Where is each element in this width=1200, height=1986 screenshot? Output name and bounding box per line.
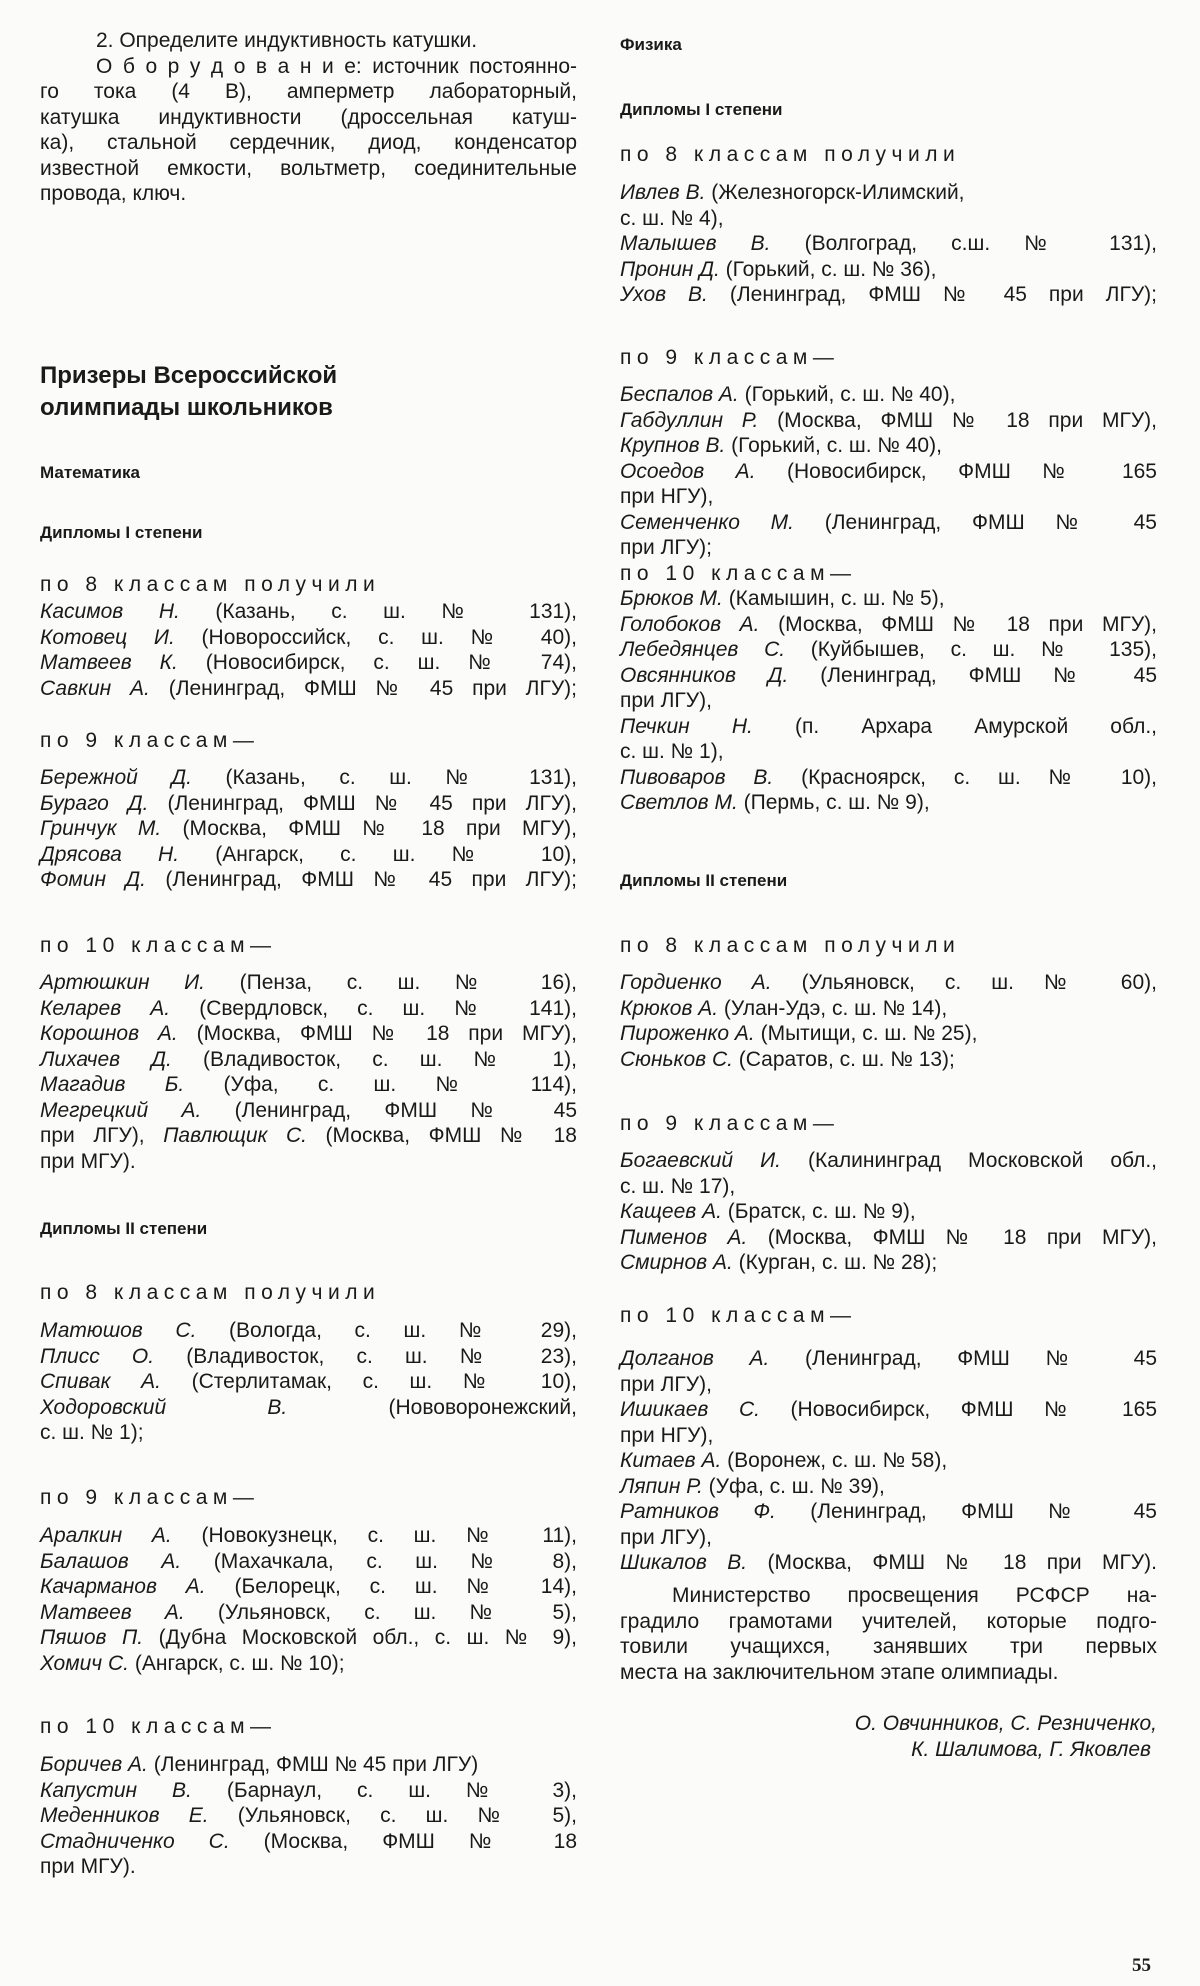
person-name: Аралкин А. (40, 1524, 172, 1547)
person-info: (Ленинград, ФМШ № 45 при ЛГУ), (148, 791, 577, 815)
person-info: (Казань, с. ш. № 131), (191, 766, 577, 789)
person-info: (Горький, с. ш. № 40), (738, 383, 956, 406)
person-info: (Москва, ФМШ № 18 при МГУ), (747, 1225, 1157, 1249)
person-name: Смирнов А. (620, 1251, 733, 1274)
person-info: (Ангарск, с. ш. № 10); (129, 1651, 345, 1675)
authors (620, 1711, 1157, 1762)
person-name: Лебедянцев С. (620, 638, 786, 661)
person-info: (Горький, с. ш. № 36), (719, 257, 937, 281)
list-item (620, 1525, 1157, 1551)
math-d2-g10-label: по 10 классам— (40, 1715, 277, 1738)
list-item (40, 867, 577, 893)
list-item (620, 1148, 1157, 1174)
person-name: Семенченко М. (620, 510, 795, 534)
person-name: Бережной Д. (40, 766, 192, 789)
person-info: (Новосибирск, с. ш. № 74), (177, 651, 577, 674)
math-d1-g10-list (40, 970, 577, 1174)
list-item (40, 1344, 577, 1370)
list-item (40, 1752, 577, 1778)
person-name: Артюшкин И. (40, 971, 206, 994)
person-info: (Владивосток, с. ш. № 1), (171, 1047, 577, 1071)
ministry-line: градило грамотами учителей, которые подго- (620, 1609, 1157, 1633)
authors-line: К. Шалимова, Г. Яковлев (911, 1737, 1151, 1761)
person-info: (Ленинград, ФМШ № 45 (769, 1347, 1157, 1370)
physics-d1-g9-label: по 9 классам— (620, 346, 840, 369)
list-item (40, 1047, 577, 1073)
person-name: Матюшов С. (40, 1319, 197, 1342)
person-info: (Мытищи, с. ш. № 25), (754, 1022, 978, 1045)
person-name: Беспалов А. (620, 383, 739, 406)
page-title-line: олимпиады школьников (40, 394, 333, 421)
person-name: Плисс О. (40, 1344, 155, 1368)
list-item (620, 739, 1157, 765)
person-info: при ЛГУ); (620, 536, 712, 559)
person-name: Пронин Д. (620, 257, 720, 281)
person-info: (Волгоград, с.ш. № 131), (770, 232, 1158, 255)
physics-d2-heading: Дипломы II степени (620, 871, 788, 890)
list-item (620, 1199, 1157, 1225)
math-heading: Математика (40, 463, 140, 482)
list-item (40, 791, 577, 817)
person-name: Касимов Н. (40, 600, 180, 623)
list-item (620, 1423, 1157, 1449)
person-info: (Горький, с. ш. № 40), (725, 434, 942, 457)
math-d1-heading: Дипломы I степени (40, 523, 203, 542)
person-name: Матвеев А. (40, 1600, 185, 1624)
list-item (620, 282, 1157, 308)
list-item (620, 1474, 1157, 1500)
person-name: Богаевский И. (620, 1149, 781, 1172)
person-name: Магадив Б. (40, 1073, 185, 1096)
person-name: Печкин Н. (620, 714, 753, 738)
list-item (620, 612, 1157, 638)
person-name: Овсянников Д. (620, 663, 789, 687)
person-name: Кащеев А. (620, 1200, 722, 1223)
person-info: (Братск, с. ш. № 9), (721, 1200, 916, 1223)
list-item (620, 510, 1157, 536)
person-info: (Москва, ФМШ № 18 при МГУ), (759, 612, 1158, 636)
physics-heading: Физика (620, 35, 682, 54)
list-item (40, 1574, 577, 1600)
person-name: Келарев А. (40, 996, 171, 1020)
person-name: Бураго Д. (40, 791, 149, 815)
physics-d1-g10-list (620, 586, 1157, 816)
person-info: (Пермь, с. ш. № 9), (737, 791, 930, 814)
physics-d2-g8-label: по 8 классам получили (620, 934, 961, 957)
list-item (620, 206, 1157, 232)
person-info: (Дубна Московской обл., с. ш. № 9), (143, 1626, 577, 1649)
person-info: (Железногорск-Илимский, (705, 181, 965, 204)
list-item (620, 257, 1157, 283)
list-item (620, 484, 1157, 510)
ministry-line: товили учащихся, занявших три первых (620, 1635, 1157, 1658)
person-name: Пироженко А. (620, 1022, 755, 1045)
person-info: (Калининград Московской обл., (780, 1149, 1157, 1172)
person-info: (Ленинград, ФМШ № 45 (775, 1500, 1157, 1523)
person-name: Фомин Д. (40, 868, 147, 891)
task-2-block (40, 28, 577, 207)
physics-d2-g10-list (620, 1346, 1157, 1576)
person-name: Матвеев К. (40, 651, 178, 674)
person-info: (Москва, ФМШ № 18 при МГУ), (161, 817, 577, 840)
person-info: (Воронеж, с. ш. № 58), (721, 1449, 948, 1472)
list-item (620, 1346, 1157, 1372)
physics-d2-g9-list (620, 1148, 1157, 1276)
person-name: Пименов А. (620, 1225, 748, 1249)
person-name: Котовец И. (40, 625, 175, 649)
math-d1-g8-list (40, 599, 577, 701)
person-info: (Москва, ФМШ № 18 при МГУ). (747, 1551, 1157, 1574)
person-name: Корошнов А. (40, 1022, 178, 1045)
physics-d2-g10-label: по 10 классам— (620, 1304, 857, 1327)
person-info: (Ангарск, с. ш. № 10), (179, 842, 578, 866)
person-info: при НГУ), (620, 1423, 714, 1447)
list-item (620, 459, 1157, 485)
math-d2-g10-list (40, 1752, 577, 1880)
person-info: (Ленинград, ФМШ № 45 (794, 510, 1157, 534)
person-name: Ишикаев С. (620, 1398, 760, 1421)
list-item (40, 1600, 577, 1626)
person-info: (Белорецк, с. ш. № 14), (205, 1575, 577, 1598)
person-name: Габдуллин Р. (620, 408, 759, 432)
list-item (40, 1778, 577, 1804)
person-info: (Ульяновск, с. ш. № 5), (184, 1600, 578, 1624)
math-d2-g9-label: по 9 классам— (40, 1486, 260, 1509)
list-item (40, 816, 577, 842)
person-name: Меденников Е. (40, 1804, 209, 1827)
list-item (40, 970, 577, 996)
person-info: (Ленинград, ФМШ № 45 (788, 663, 1158, 687)
list-item (40, 599, 577, 625)
person-info: при ЛГУ), (40, 1124, 164, 1147)
person-name: Ляпин Р. (620, 1474, 703, 1498)
person-name: Осоедов А. (620, 459, 756, 483)
list-item (40, 1420, 577, 1446)
person-info: (Ленинград, ФМШ № 45 при ЛГУ); (146, 868, 578, 891)
person-info: (Камышин, с. ш. № 5), (722, 587, 945, 610)
list-item (620, 535, 1157, 561)
page-title-line: Призеры Всероссийской (40, 362, 338, 389)
person-info: (Ульяновск, с. ш. № 5), (208, 1804, 577, 1827)
list-item (620, 1397, 1157, 1423)
task-2-line: катушка индуктивности (дроссельная катуш- (40, 105, 577, 129)
person-info: (Москва, ФМШ № 18 при МГУ), (758, 408, 1157, 432)
math-d2-g9-list (40, 1523, 577, 1676)
person-info: (Новосибирск, ФМШ № 165 (755, 459, 1157, 483)
physics-d1-g9-list (620, 382, 1157, 561)
person-info: (Стерлитамак, с. ш. № 10), (160, 1370, 577, 1393)
person-info: (Уфа, с. ш. № 114), (184, 1073, 577, 1096)
person-name: Капустин В. (40, 1778, 192, 1802)
person-name: Крупнов В. (620, 434, 726, 457)
person-info: (Новокузнецк, с. ш. № 11), (171, 1524, 577, 1547)
list-item (40, 1651, 577, 1677)
person-name: Балашов А. (40, 1549, 182, 1573)
list-item (40, 1072, 577, 1098)
list-item (40, 1803, 577, 1829)
list-item (620, 1550, 1157, 1576)
list-item (620, 1250, 1157, 1276)
person-info: (Москва, ФМШ № 18 (229, 1829, 577, 1853)
person-name: Сюньков С. (620, 1047, 733, 1071)
person-name: Спивак А. (40, 1370, 161, 1393)
list-item (620, 996, 1157, 1022)
task-2-line: го тока (4 В), амперметр лабораторный, (40, 80, 577, 103)
task-2-line: провода, ключ. (40, 182, 187, 205)
list-item (620, 180, 1157, 206)
person-name: Малышев В. (620, 232, 771, 255)
list-item (620, 1448, 1157, 1474)
person-info: (Улан-Удэ, с. ш. № 14), (718, 996, 948, 1020)
math-d1-g8-label: по 8 классам получили (40, 573, 381, 596)
person-info: при ЛГУ), (620, 689, 712, 712)
list-item (620, 382, 1157, 408)
math-d1-g9-label: по 9 классам— (40, 729, 260, 752)
list-item (620, 765, 1157, 791)
list-item (40, 650, 577, 676)
list-item (40, 625, 577, 651)
person-info: (Саратов, с. ш. № 13); (732, 1047, 955, 1071)
person-info: (Барнаул, с. ш. № 3), (191, 1778, 578, 1802)
physics-d1-g10-label: по 10 классам— (620, 562, 857, 585)
person-name: Пяшов П. (40, 1626, 144, 1649)
list-item (40, 1854, 577, 1880)
person-info: (Пенза, с. ш. № 16), (205, 971, 577, 994)
math-d2-heading: Дипломы II степени (40, 1219, 208, 1238)
person-info: с. ш. № 1), (620, 740, 724, 763)
person-info: (Ленинград, ФМШ № 45 при ЛГУ) (147, 1753, 479, 1776)
person-info: (Свердловск, с. ш. № 141), (170, 996, 577, 1020)
physics-d1-heading: Дипломы I степени (620, 100, 783, 119)
person-name: Светлов М. (620, 791, 738, 814)
task-2-line: О б о р у д о в а н и е: источник постоянно- (96, 54, 577, 78)
person-name: Ухов В. (620, 283, 708, 306)
person-name: Павлющик С. (163, 1124, 307, 1147)
list-item (40, 1098, 577, 1124)
list-item (620, 408, 1157, 434)
person-name: Савкин А. (40, 676, 150, 700)
person-name: Боричев А. (40, 1753, 148, 1776)
person-name: Ходоровский В. (40, 1395, 288, 1419)
person-name: Гордиенко А. (620, 971, 772, 994)
physics-d2-g9-label: по 9 классам— (620, 1112, 840, 1135)
list-item (620, 790, 1157, 816)
person-info: (Уфа, с. ш. № 39), (702, 1474, 885, 1498)
person-info: (Москва, ФМШ № 18 при МГУ), (177, 1022, 578, 1045)
person-info: (Ленинград, ФМШ № 45 при ЛГУ); (707, 283, 1157, 306)
list-item (620, 637, 1157, 663)
math-d1-g9-list (40, 765, 577, 893)
person-info: (Махачкала, с. ш. № 8), (181, 1549, 577, 1573)
person-info: (Курган, с. ш. № 28); (732, 1251, 938, 1274)
authors-line: О. Овчинников, С. Резниченко, (854, 1712, 1157, 1735)
person-info: (Владивосток, с. ш. № 23), (154, 1344, 577, 1368)
list-item (40, 1549, 577, 1575)
person-name: Мегрецкий А. (40, 1098, 202, 1122)
list-item (620, 1021, 1157, 1047)
person-info: (Ленинград, ФМШ № 45 при ЛГУ); (149, 676, 578, 700)
list-item (620, 231, 1157, 257)
person-info: при ЛГУ), (620, 1525, 712, 1549)
ministry-line: места на заключительном этапе олимпиады. (620, 1660, 1059, 1684)
list-item (620, 1047, 1157, 1073)
list-item (620, 433, 1157, 459)
list-item (620, 688, 1157, 714)
math-d1-g10-label: по 10 классам— (40, 934, 277, 957)
math-d2-g8-list (40, 1318, 577, 1446)
math-d2-g8-label: по 8 классам получили (40, 1281, 381, 1304)
list-item (40, 1369, 577, 1395)
page-title (40, 360, 577, 424)
list-item (40, 1318, 577, 1344)
person-name: Хомич С. (40, 1651, 130, 1675)
list-item (620, 1225, 1157, 1251)
list-item (40, 1123, 577, 1149)
task-2-line: известной емкости, вольтметр, соединительные (40, 156, 577, 180)
person-info: (Ленинград, ФМШ № 45 (201, 1098, 577, 1122)
list-item (620, 1174, 1157, 1200)
person-info: (Новороссийск, с. ш. № 40), (174, 625, 577, 649)
person-name: Дрясова Н. (40, 842, 180, 866)
person-name: Китаев А. (620, 1449, 722, 1472)
person-name: Стадниченко С. (40, 1829, 230, 1853)
person-info: при МГУ). (40, 1149, 136, 1173)
list-item (620, 970, 1157, 996)
task-2-line: ка), стальной сердечник, диод, конденсатор (40, 131, 577, 154)
person-info: с. ш. № 17), (620, 1174, 736, 1198)
list-item (40, 765, 577, 791)
list-item (40, 1395, 577, 1421)
person-info: (Красноярск, с. ш. № 10), (773, 765, 1158, 789)
person-info: (Москва, ФМШ № 18 (307, 1124, 577, 1147)
list-item (40, 1523, 577, 1549)
list-item (620, 714, 1157, 740)
list-item (40, 1149, 577, 1175)
person-name: Качарманов А. (40, 1575, 206, 1598)
list-item (620, 1499, 1157, 1525)
list-item (40, 1829, 577, 1855)
person-info: (Вологда, с. ш. № 29), (196, 1319, 577, 1342)
ministry-note (620, 1583, 1157, 1685)
person-info: при ЛГУ), (620, 1372, 712, 1396)
person-info: (Куйбышев, с. ш. № 135), (785, 638, 1157, 661)
ministry-line: Министерство просвещения РСФСР на- (672, 1584, 1157, 1607)
person-info: при НГУ), (620, 485, 714, 508)
physics-d2-g8-list (620, 970, 1157, 1072)
person-name: Шикалов В. (620, 1551, 748, 1574)
person-info: (Ульяновск, с. ш. № 60), (771, 971, 1157, 994)
list-item (40, 842, 577, 868)
person-info: (Нововоронежский, (287, 1395, 577, 1419)
person-info: с. ш. № 4), (620, 206, 724, 230)
list-item (620, 663, 1157, 689)
person-info: с. ш. № 1); (40, 1421, 144, 1444)
person-name: Брюков М. (620, 587, 723, 610)
list-item (40, 1021, 577, 1047)
person-name: Лихачев Д. (40, 1047, 172, 1071)
person-name: Голобоков А. (620, 612, 760, 636)
list-item (40, 1625, 577, 1651)
person-name: Долганов А. (620, 1347, 770, 1370)
physics-d1-g8-label: по 8 классам получили (620, 143, 961, 166)
physics-d1-g8-list (620, 180, 1157, 308)
person-info: (п. Архара Амурской обл., (752, 714, 1157, 738)
person-info: (Новосибирск, ФМШ № 165 (759, 1398, 1157, 1421)
person-name: Гринчук М. (40, 817, 162, 840)
task-2-line: 2. Определите индуктивность катушки. (96, 29, 478, 52)
list-item (620, 586, 1157, 612)
list-item (620, 1372, 1157, 1398)
person-name: Ивлев В. (620, 181, 706, 204)
list-item (40, 996, 577, 1022)
person-name: Пивоваров В. (620, 765, 774, 789)
person-name: Ратников Ф. (620, 1500, 776, 1523)
person-name: Крюков А. (620, 996, 719, 1020)
person-info: при МГУ). (40, 1855, 136, 1878)
page-number: 55 (1132, 1955, 1151, 1976)
list-item (40, 676, 577, 702)
person-info: (Казань, с. ш. № 131), (179, 600, 578, 623)
